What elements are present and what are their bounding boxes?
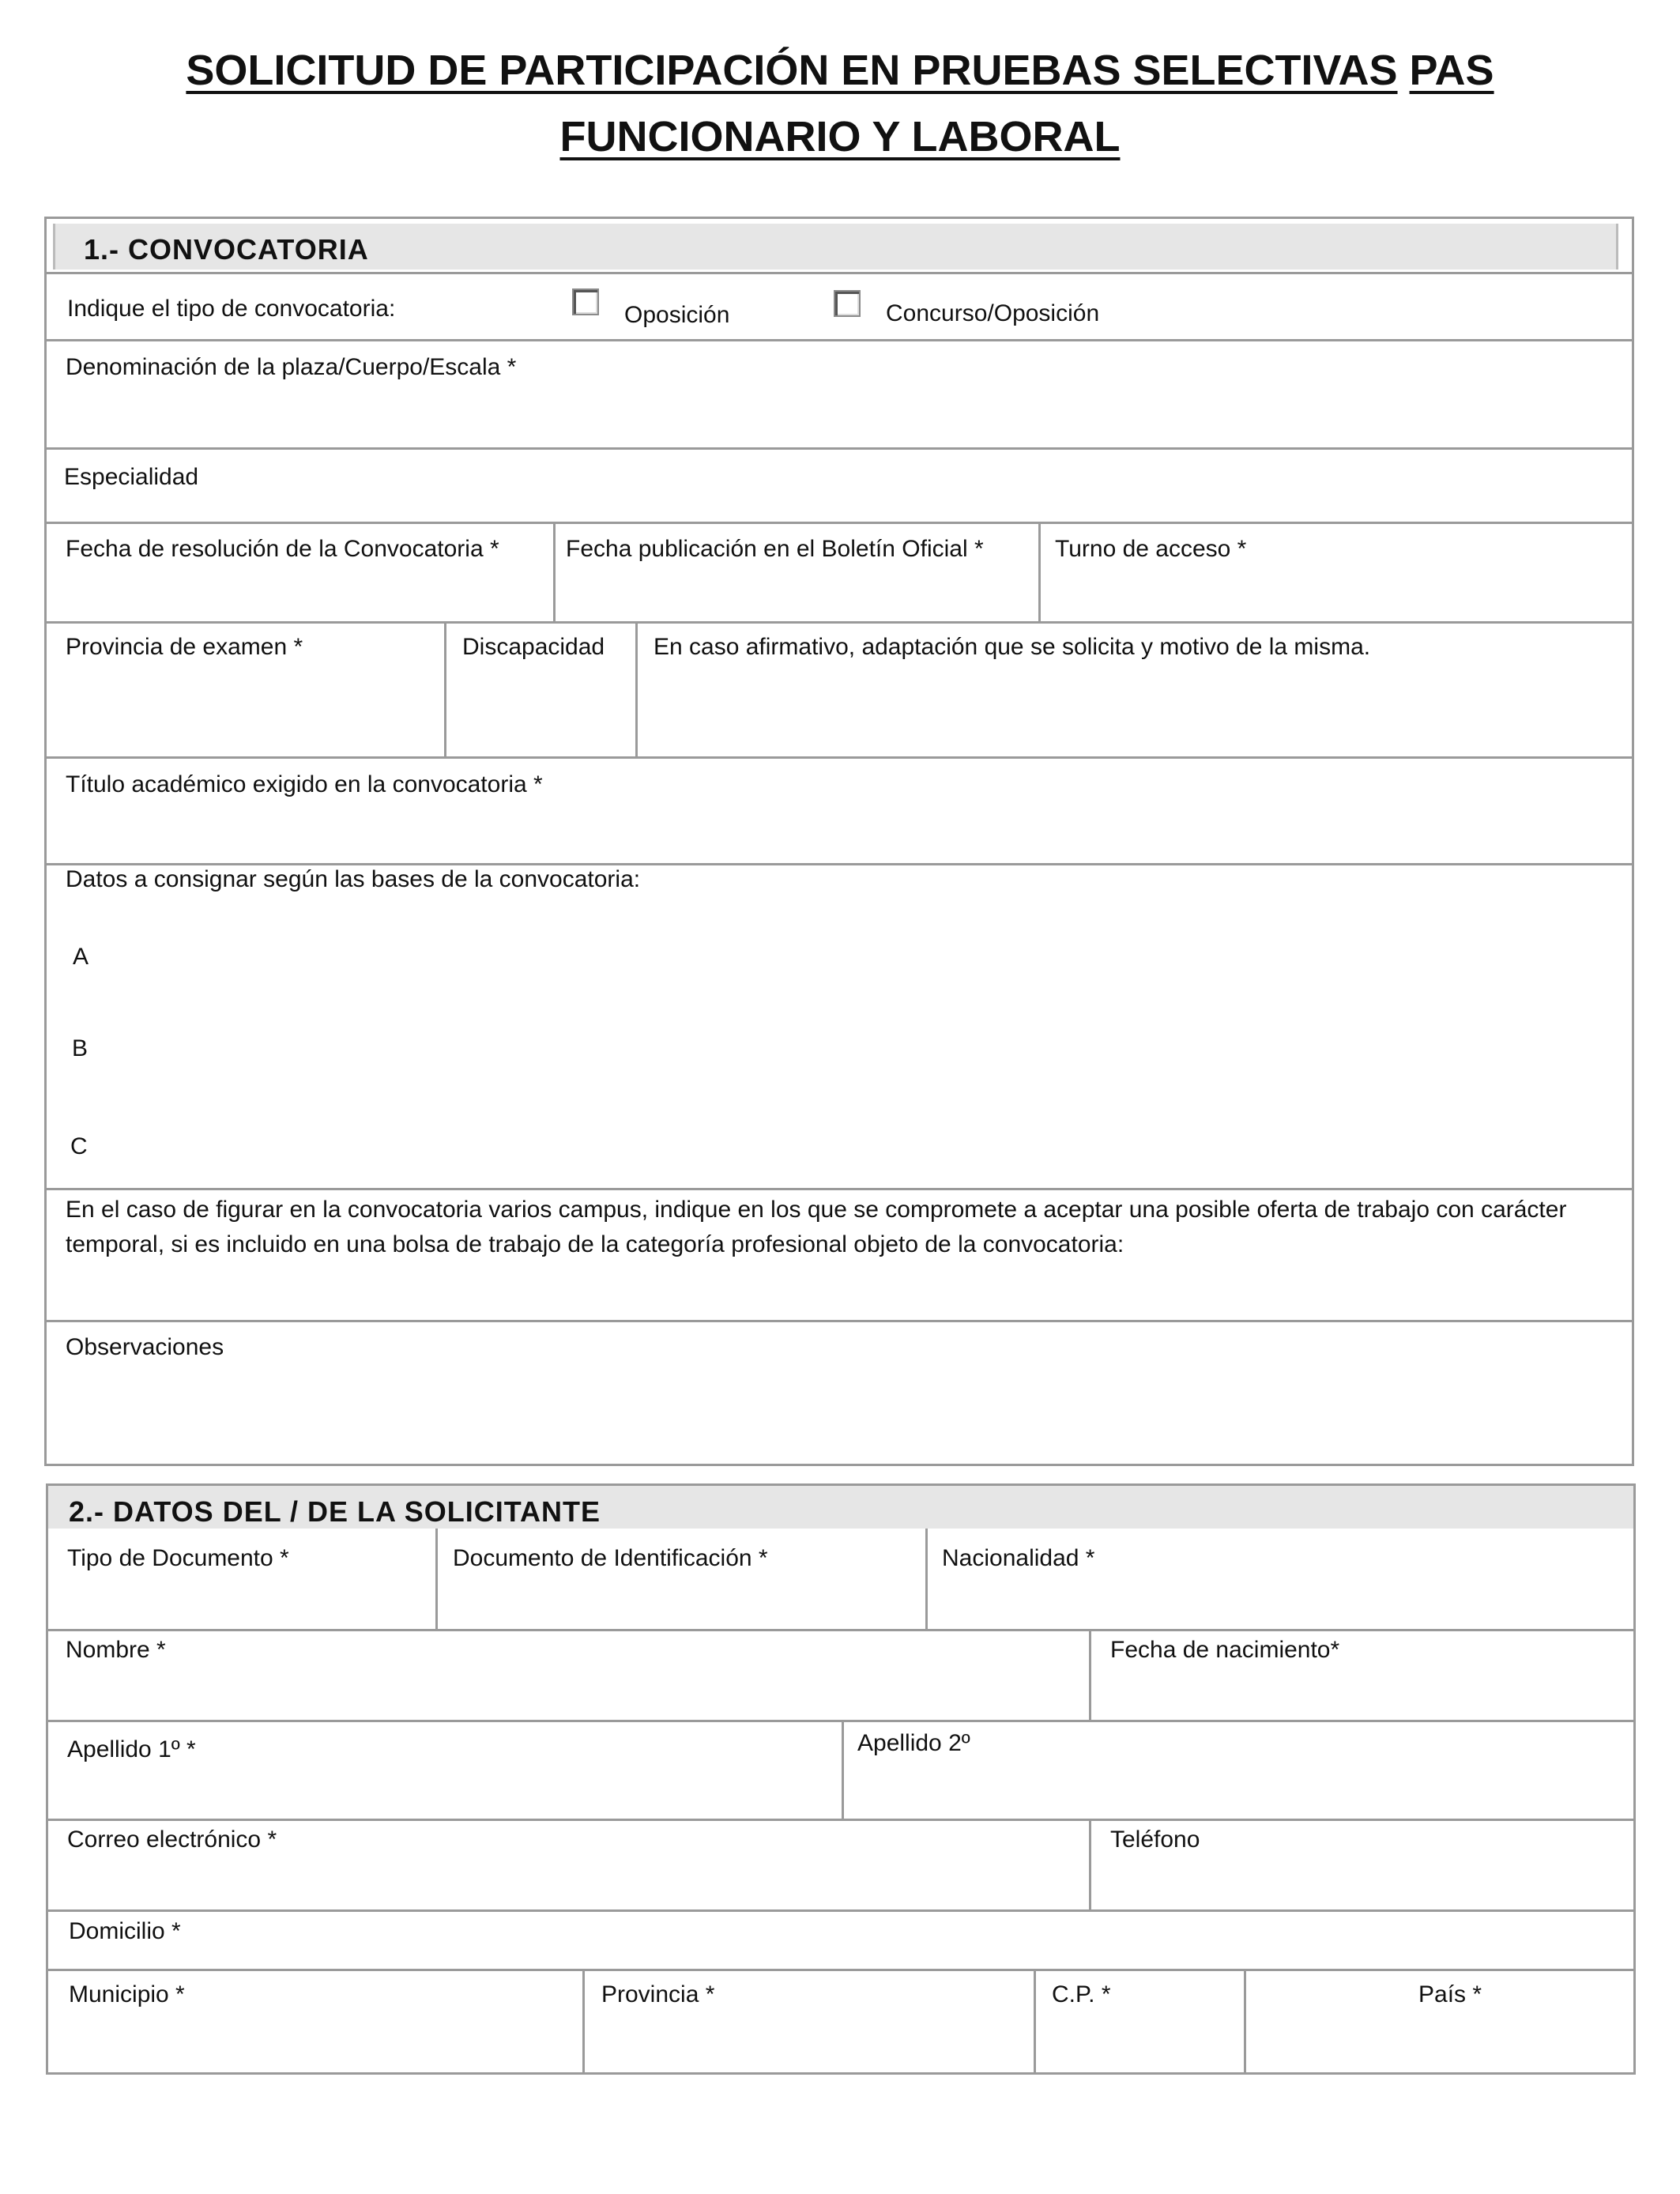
especialidad-label: Especialidad bbox=[64, 464, 199, 490]
pais-field[interactable] bbox=[1246, 1971, 1633, 2072]
divider bbox=[47, 272, 1632, 274]
oposicion-label: Oposición bbox=[624, 302, 730, 328]
fecha-resolucion-label: Fecha de resolución de la Convocatoria * bbox=[66, 536, 499, 562]
title-line2: FUNCIONARIO Y LABORAL bbox=[559, 113, 1121, 160]
domicilio-field[interactable] bbox=[48, 1912, 1633, 1969]
apellido2-label: Apellido 2º bbox=[857, 1730, 970, 1756]
observaciones-label: Observaciones bbox=[66, 1334, 224, 1360]
provincia-field[interactable] bbox=[585, 1971, 1034, 2072]
municipio-label: Municipio * bbox=[69, 1981, 185, 2007]
tipo-documento-label: Tipo de Documento * bbox=[67, 1545, 289, 1571]
correo-label: Correo electrónico * bbox=[67, 1826, 277, 1853]
documento-id-label: Documento de Identificación * bbox=[453, 1545, 768, 1571]
apellido1-field[interactable] bbox=[48, 1722, 842, 1819]
provincia-examen-label: Provincia de examen * bbox=[66, 634, 303, 660]
titulo-label: Título académico exigido en la convocatoria * bbox=[66, 771, 543, 797]
datos-field[interactable] bbox=[110, 907, 1611, 1175]
telefono-label: Teléfono bbox=[1110, 1826, 1200, 1853]
domicilio-label: Domicilio * bbox=[69, 1918, 181, 1944]
tipo-convocatoria-label: Indique el tipo de convocatoria: bbox=[67, 296, 396, 322]
section1-header: 1.- CONVOCATORIA bbox=[53, 224, 1618, 270]
municipio-field[interactable] bbox=[48, 1971, 582, 2072]
nacionalidad-field[interactable] bbox=[928, 1529, 1633, 1629]
fecha-nacimiento-label: Fecha de nacimiento* bbox=[1110, 1637, 1340, 1663]
campus-text: En el caso de figurar en la convocatoria varios campus, indique en los que se compromete a aceptar una posible oferta de trabajo con carácter temporal, si es incluido en una bolsa de trabajo de la categoría profesional objeto de la convocatoria: bbox=[66, 1197, 1567, 1257]
denominacion-field[interactable] bbox=[47, 341, 1632, 447]
section-convocatoria bbox=[44, 217, 1634, 1466]
documento-id-field[interactable] bbox=[438, 1529, 925, 1629]
title-pas: PAS bbox=[1409, 47, 1494, 94]
tipo-documento-field[interactable] bbox=[48, 1529, 435, 1629]
form-title-line2 bbox=[0, 112, 1680, 161]
divider bbox=[47, 1320, 1632, 1322]
concurso-oposicion-label: Concurso/Oposición bbox=[886, 300, 1100, 326]
cp-field[interactable] bbox=[1036, 1971, 1244, 2072]
divider bbox=[47, 1188, 1632, 1190]
datos-label: Datos a consignar según las bases de la convocatoria: bbox=[66, 866, 641, 892]
section-solicitante bbox=[46, 1483, 1636, 2075]
discapacidad-field[interactable] bbox=[446, 624, 635, 756]
denominacion-label: Denominación de la plaza/Cuerpo/Escala * bbox=[66, 354, 517, 380]
pais-label: País * bbox=[1418, 1981, 1482, 2007]
discapacidad-label: Discapacidad bbox=[462, 634, 605, 660]
adaptacion-field[interactable] bbox=[638, 624, 1632, 756]
turno-field[interactable] bbox=[1041, 524, 1632, 621]
nombre-field[interactable] bbox=[48, 1631, 1089, 1720]
title-main: SOLICITUD DE PARTICIPACIÓN EN PRUEBAS SELECTIVAS bbox=[186, 47, 1398, 94]
cp-label: C.P. * bbox=[1052, 1981, 1111, 2007]
datos-item-b: B bbox=[72, 1035, 89, 1061]
oposicion-checkbox[interactable] bbox=[572, 288, 599, 315]
fecha-publicacion-label: Fecha publicación en el Boletín Oficial * bbox=[566, 536, 984, 562]
provincia-examen-field[interactable] bbox=[47, 624, 444, 756]
nombre-label: Nombre * bbox=[66, 1637, 166, 1663]
correo-field[interactable] bbox=[48, 1821, 1089, 1909]
telefono-field[interactable] bbox=[1091, 1821, 1633, 1909]
concurso-oposicion-checkbox[interactable] bbox=[834, 290, 861, 317]
datos-item-c: C bbox=[70, 1133, 88, 1159]
turno-label: Turno de acceso * bbox=[1055, 536, 1247, 562]
section2-header: 2.- DATOS DEL / DE LA SOLICITANTE bbox=[48, 1486, 1633, 1529]
datos-item-a: A bbox=[73, 944, 89, 970]
fecha-resolucion-field[interactable] bbox=[47, 524, 553, 621]
form-title-line1 bbox=[0, 46, 1680, 95]
apellido2-field[interactable] bbox=[844, 1722, 1633, 1819]
especialidad-field[interactable] bbox=[47, 450, 1632, 522]
adaptacion-label: En caso afirmativo, adaptación que se solicita y motivo de la misma. bbox=[654, 634, 1371, 660]
nacionalidad-label: Nacionalidad * bbox=[942, 1545, 1095, 1571]
titulo-field[interactable] bbox=[47, 759, 1632, 863]
fecha-nacimiento-field[interactable] bbox=[1091, 1631, 1633, 1720]
apellido1-label: Apellido 1º * bbox=[67, 1736, 196, 1762]
observaciones-field[interactable] bbox=[47, 1365, 1632, 1464]
fecha-publicacion-field[interactable] bbox=[556, 524, 1038, 621]
campus-field[interactable] bbox=[47, 1262, 1632, 1318]
provincia-label: Provincia * bbox=[601, 1981, 715, 2007]
